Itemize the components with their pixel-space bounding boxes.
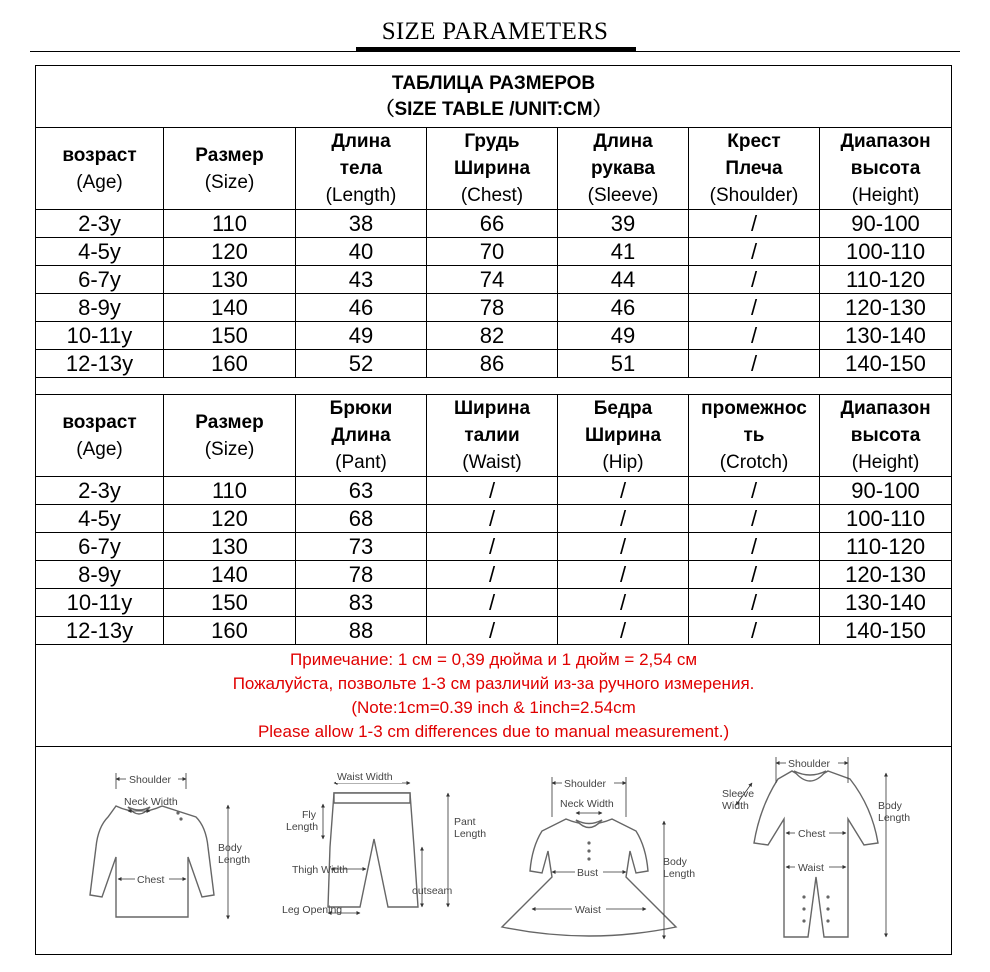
header-label-ru: рукава [591,158,655,179]
header-cell [427,395,558,477]
table-cell: 140-150 [820,350,952,378]
table-cell: 66 [427,210,558,238]
table-cell: 130 [164,266,296,294]
table-row [36,533,952,561]
table-cell: 110 [164,477,296,505]
measurement-diagrams [36,747,952,954]
header-label-en: (Height) [851,185,920,206]
pants-length-label: Length [454,828,487,840]
table-title-ru: ТАБЛИЦА РАЗМЕРОВ [391,72,596,94]
pants-pant-label: Pant [454,816,476,828]
table-cell: / [689,238,820,266]
table-cell: 43 [296,266,427,294]
header-label-ru: промежнос [701,398,807,419]
table-cell: 39 [558,210,689,238]
table-cell: 46 [296,294,427,322]
header-label-en: (Pant) [335,452,387,473]
table-cell: 140 [164,294,296,322]
table-cell: 160 [164,617,296,645]
table-cell: 4-5y [36,238,164,266]
header-label-en: (Size) [204,438,255,460]
table-cell: 70 [427,238,558,266]
header-cell [820,395,952,477]
header-label-en: (Age) [76,171,123,193]
table-cell: 78 [296,561,427,589]
table-cell: / [558,617,689,645]
note-line: Please allow 1-3 cm differences due to manual measurement.) [257,721,730,741]
table-cell: 140-150 [820,617,952,645]
header-label-ru: Брюки [329,398,393,419]
diagram-cell [36,747,952,955]
table-cell: 82 [427,322,558,350]
shirt-chest-label: Chest [137,874,165,886]
table-cell: 150 [164,589,296,617]
header-label-ru: высота [850,158,921,179]
header-cell [164,128,296,210]
table-cell: 46 [558,294,689,322]
table-cell: 88 [296,617,427,645]
header-cell [164,395,296,477]
table-cell: / [558,589,689,617]
table-cell: / [689,505,820,533]
notes-row [36,645,952,747]
page-title: SIZE PARAMETERS [381,18,609,45]
header-cell [689,395,820,477]
shirt-shape [90,806,214,917]
note-line: Примечание: 1 см = 0,39 дюйма и 1 дюйм = 2,54 см [290,649,698,669]
header-label-ru: Диапазон [840,131,931,152]
table-cell: / [427,617,558,645]
table-cell: 160 [164,350,296,378]
dress-diagram [502,777,695,939]
dress-bust-label: Bust [577,867,599,879]
table-cell: 110-120 [820,266,952,294]
romper-chest-label: Chest [798,828,826,840]
note-line: Пожалуйста, позвольте 1-3 см различий из-за ручного измерения. [232,673,755,693]
header-label-en: (Age) [76,438,123,460]
table-cell: 10-11y [36,589,164,617]
header-label-en: (Height) [851,452,920,473]
table-row [36,561,952,589]
diagram-row [36,747,952,955]
table-cell: / [689,477,820,505]
header-cell [558,395,689,477]
table-cell: / [427,477,558,505]
header-label-ru: ть [743,425,765,446]
table-cell: 63 [296,477,427,505]
dress-neck-label: Neck Width [560,798,614,810]
table-row [36,589,952,617]
table-cell: / [427,505,558,533]
header-label-en: (Shoulder) [709,185,799,206]
table-cell: 120-130 [820,294,952,322]
header-label-ru: тела [339,158,383,179]
table-cell: 52 [296,350,427,378]
header-cell [689,128,820,210]
table-cell: / [689,533,820,561]
header-label-ru: Ширина [453,158,531,179]
dress-length-label: Length [663,868,696,880]
romper-shoulder-label: Shoulder [788,758,831,770]
table-cell: 6-7y [36,266,164,294]
table-cell: 68 [296,505,427,533]
header-cell [36,128,164,210]
header-cell [820,128,952,210]
header-label-ru: Длина [593,131,653,152]
pants-waist-label: Waist Width [337,771,393,783]
table-cell: 110 [164,210,296,238]
table-cell: 110-120 [820,533,952,561]
dress-waist-label: Waist [575,904,601,916]
table-cell: 100-110 [820,238,952,266]
table-row [36,238,952,266]
header-label-ru: Бедра [593,398,653,419]
header-label-en: (Waist) [462,452,522,473]
table-cell: / [689,266,820,294]
spacer-row [36,378,952,395]
pants-outseam-label: outseam [412,885,453,897]
table-cell: / [558,561,689,589]
table-cell: 120 [164,505,296,533]
shirt-neck-label: Neck Width [124,796,178,808]
header-label-ru: Размер [195,411,264,433]
table-cell: 78 [427,294,558,322]
table-cell: 74 [427,266,558,294]
table-row [36,294,952,322]
header-label-ru: Диапазон [840,398,931,419]
table-row [36,477,952,505]
table-cell: / [427,533,558,561]
header-label-ru: Длина [331,425,391,446]
pants-thigh-label: Thigh Width [292,864,349,876]
table-cell: 8-9y [36,561,164,589]
table-cell: / [689,210,820,238]
table-row [36,210,952,238]
table-cell: / [689,322,820,350]
header-label-ru: высота [850,425,921,446]
header-label-ru: Ширина [584,425,662,446]
shirt-length-label: Length [218,854,251,866]
table-cell: 150 [164,322,296,350]
pants-fly-label: Fly [302,809,316,821]
table-cell: / [689,617,820,645]
size-table [35,65,952,955]
header-cell [558,128,689,210]
table-cell: 49 [296,322,427,350]
table-row [36,350,952,378]
table-cell: 130-140 [820,322,952,350]
header-cell [427,128,558,210]
header-label-en: (Chest) [460,185,524,206]
table-cell: 8-9y [36,294,164,322]
pants-shape [328,793,418,907]
table-cell: 4-5y [36,505,164,533]
header-label-en: (Length) [325,185,397,206]
romper-sleeve-label: Sleeve [722,788,755,800]
header-label-ru: талии [464,425,520,446]
romper-diagram [722,757,910,937]
table-cell: 41 [558,238,689,266]
header-label-en: (Hip) [602,452,644,473]
table-row [36,266,952,294]
table-cell: 130 [164,533,296,561]
table-cell: / [689,294,820,322]
romper-body-label: Body [878,800,902,812]
romper-length-label: Length [878,812,911,824]
table-cell: 130-140 [820,589,952,617]
table-cell: 120-130 [820,561,952,589]
header-label-ru: Грудь [464,131,520,152]
pants-waistband [334,793,410,803]
table-cell: 73 [296,533,427,561]
header-label-en: (Size) [204,171,255,193]
table-cell: 140 [164,561,296,589]
table-cell: / [689,561,820,589]
table-cell: 12-13y [36,350,164,378]
note-line: (Note:1cm=0.39 inch & 1inch=2.54cm [351,697,636,717]
top-header-row [36,128,952,210]
header-label-ru: Плеча [725,158,783,179]
table-cell: 2-3y [36,210,164,238]
table-cell: 12-13y [36,617,164,645]
table-cell: 6-7y [36,533,164,561]
table-cell: 51 [558,350,689,378]
header-label-en: (Sleeve) [587,185,659,206]
romper-width-label: Width [722,800,749,812]
header-label-ru: возраст [62,411,137,433]
table-cell: / [427,561,558,589]
pants-fly-length-label: Length [286,821,319,833]
table-cell: / [558,533,689,561]
table-cell: 83 [296,589,427,617]
table-cell: 90-100 [820,210,952,238]
table-cell: 86 [427,350,558,378]
dress-shoulder-label: Shoulder [564,778,607,790]
header-label-ru: Крест [727,131,781,152]
table-title-row [36,66,952,128]
table-row [36,322,952,350]
header-cell [296,395,427,477]
table-title-en: （SIZE TABLE /UNIT:CM） [375,98,612,120]
header-cell [36,395,164,477]
table-cell: 38 [296,210,427,238]
header-label-ru: Ширина [453,398,531,419]
pants-leg-label: Leg Opening [282,904,343,916]
table-row [36,505,952,533]
table-cell: 44 [558,266,689,294]
table-cell: / [558,505,689,533]
romper-shape [754,771,878,937]
header-label-ru: Длина [331,131,391,152]
table-cell: 120 [164,238,296,266]
shirt-shoulder-label: Shoulder [129,774,172,786]
table-cell: 100-110 [820,505,952,533]
shirt-body-label: Body [218,842,242,854]
pants-diagram [282,771,486,916]
table-cell: / [558,477,689,505]
header-label-ru: Размер [195,144,264,166]
header-label-ru: возраст [62,144,137,166]
table-row [36,617,952,645]
header-cell [296,128,427,210]
table-cell: 2-3y [36,477,164,505]
notes-cell [36,645,952,747]
table-title-cell [36,66,952,128]
table-cell: 10-11y [36,322,164,350]
table-cell: 49 [558,322,689,350]
bottom-header-row [36,395,952,477]
shirt-diagram [90,773,250,919]
table-cell: / [689,589,820,617]
header-label-en: (Crotch) [719,452,789,473]
table-cell: 40 [296,238,427,266]
dress-body-label: Body [663,856,687,868]
romper-waist-label: Waist [798,862,824,874]
table-cell: / [427,589,558,617]
title-underline-bar [356,47,636,52]
table-cell: 90-100 [820,477,952,505]
table-cell: / [689,350,820,378]
spacer-cell [36,378,952,395]
